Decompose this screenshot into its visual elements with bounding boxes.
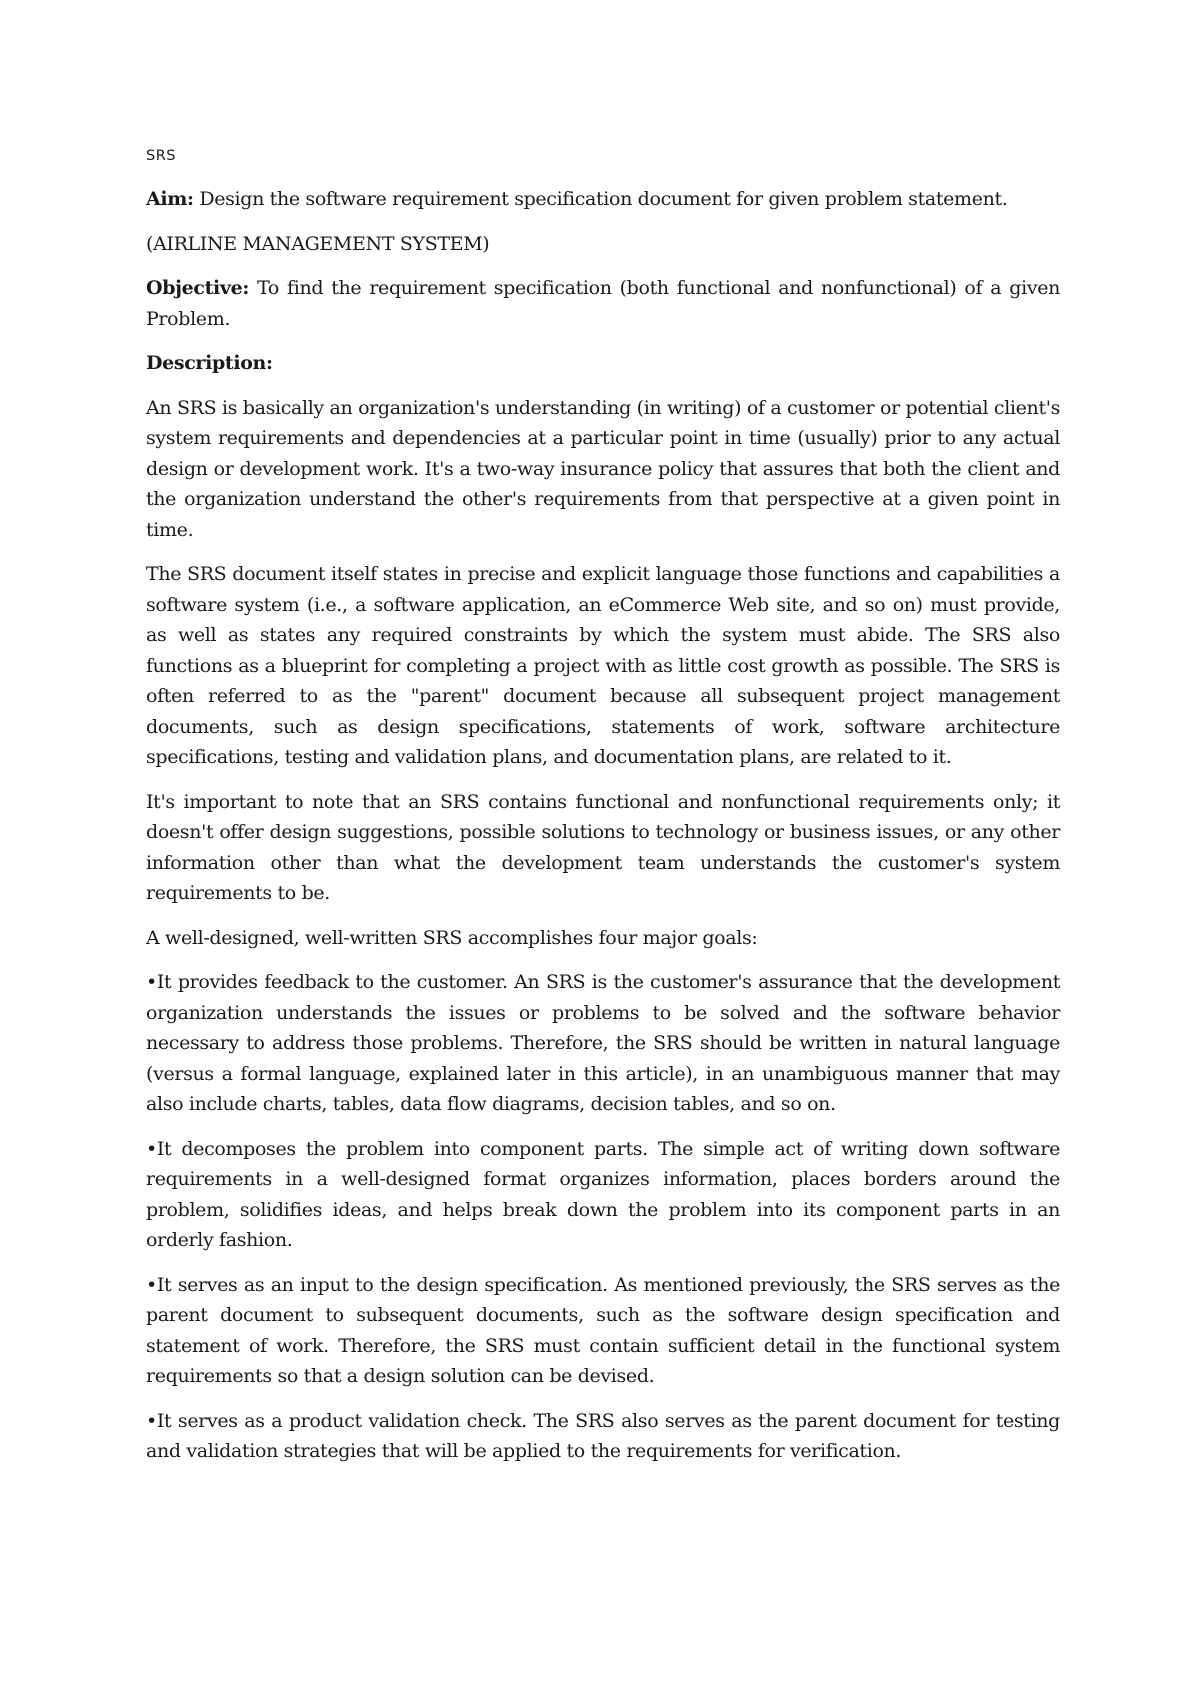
aim-label: Aim: <box>146 188 194 210</box>
body-paragraph: It's important to note that an SRS contains functional and nonfunctional requirements only; it doesn't offer design suggestions, possible solutions to technology or business issues, or any other information other than what the development team understands the customer's system requirements to be. <box>146 790 1060 904</box>
goal-bullet <box>146 1406 1060 1467</box>
goal-bullet-text: It provides feedback to the customer. An SRS is the customer's assurance that the development organization understands the issues or problems to be solved and the software behavior necessary to address those problems. Therefore, the SRS should be written in natural language (versus a formal language, explained later in this article), in an unambiguous manner that may also include charts, tables, data flow diagrams, decision tables, and so on. <box>146 971 1060 1115</box>
objective-text: To find the requirement specification (both functional and nonfunctional) of a given Problem. <box>146 277 1060 330</box>
document-body <box>146 146 1060 1481</box>
bullet-icon: • <box>146 1273 157 1296</box>
aim-text: Design the software requirement specification document for given problem statement. <box>193 188 1008 210</box>
goal-bullet <box>146 1270 1060 1392</box>
goal-bullet <box>146 967 1060 1120</box>
objective-paragraph <box>146 273 1060 334</box>
body-paragraph: An SRS is basically an organization's understanding (in writing) of a customer or potential client's system requirements and dependencies at a particular point in time (usually) prior to any actual design or development work. It's a two-way insurance policy that assures that both the client and the organization understand the other's requirements from that perspective at a given point in time. <box>146 396 1060 541</box>
bullet-icon: • <box>146 1409 157 1432</box>
goal-bullet-text: It serves as a product validation check. The SRS also serves as the parent document for testing and validation strategies that will be applied to the requirements for verification. <box>146 1409 1060 1462</box>
goal-bullet-text: It serves as an input to the design specification. As mentioned previously, the SRS serves as the parent document to subsequent documents, such as the software design specification and statement of work. Therefore, the SRS must contain sufficient detail in the functional system requirements so that a design solution can be devised. <box>146 1273 1060 1387</box>
document-header-label: SRS <box>146 148 176 164</box>
aim-paragraph <box>146 184 1060 215</box>
system-name: (AIRLINE MANAGEMENT SYSTEM) <box>146 232 490 255</box>
bullet-icon: • <box>146 971 157 993</box>
bullet-icon: • <box>146 1137 157 1160</box>
goal-bullet-text: It decomposes the problem into component parts. The simple act of writing down software requirements in a well-designed format organizes information, places borders around the problem, solidifies ideas, and helps break down the problem into its component parts in an orderly fashion. <box>146 1137 1060 1251</box>
goal-bullet <box>146 1134 1060 1256</box>
description-heading: Description: <box>146 352 273 374</box>
body-paragraph: The SRS document itself states in precise and explicit language those functions and capabilities a software system (i.e., a software application, an eCommerce Web site, and so on) must provide, as well as states any required constraints by which the system must abide. The SRS also functions as a blueprint for completing a project with as little cost growth as possible. The SRS is often referred to as the "parent" document because all subsequent project management documents, such as design specifications, statements of work, software architecture specifications, testing and validation plans, and documentation plans, are related to it. <box>146 563 1060 768</box>
objective-label: Objective: <box>146 277 250 299</box>
goals-intro: A well-designed, well-written SRS accomplishes four major goals: <box>146 926 758 949</box>
